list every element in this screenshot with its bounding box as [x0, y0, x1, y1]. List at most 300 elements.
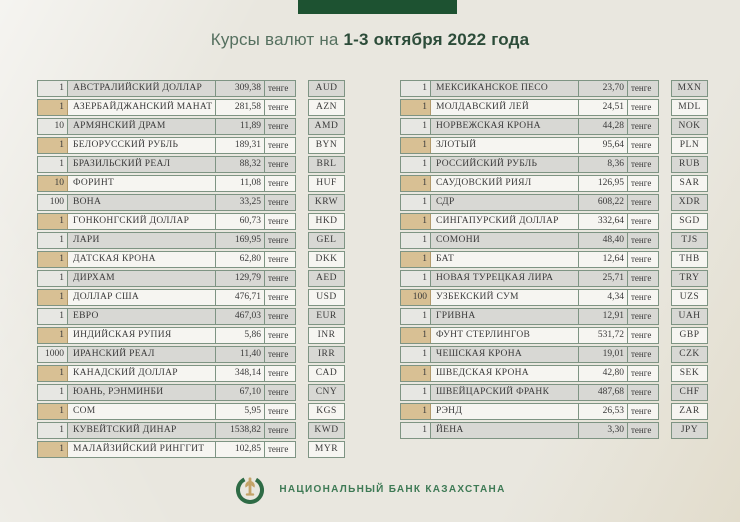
currency-row	[400, 346, 708, 363]
table-gap	[659, 422, 671, 439]
rate-cell: 44,28	[579, 119, 628, 134]
currency-code-cell: SGD	[671, 213, 708, 230]
title-date-range: 1-3 октября 2022 года	[343, 30, 530, 49]
rate-cell: 309,38	[216, 81, 265, 96]
unit-cell: тенге	[631, 102, 652, 112]
currency-row	[37, 118, 345, 135]
row-main-group	[37, 441, 296, 458]
row-main-group	[37, 232, 296, 249]
unit-cell: тенге	[631, 311, 652, 321]
quantity-cell: 1	[38, 385, 68, 400]
table-gap	[296, 308, 308, 325]
unit-cell: тенге	[631, 349, 652, 359]
currency-row	[37, 422, 345, 439]
unit-cell: тенге	[631, 216, 652, 226]
quantity-cell: 1	[401, 100, 431, 115]
currency-name-cell: СДР	[431, 195, 579, 210]
currency-code-cell: SEK	[671, 365, 708, 382]
currency-name-cell: ЮАНЬ, РЭНМИНБИ	[68, 385, 216, 400]
table-gap	[659, 156, 671, 173]
quantity-cell: 1	[401, 233, 431, 248]
currency-code-cell: BRL	[308, 156, 345, 173]
unit-cell: тенге	[631, 406, 652, 416]
currency-code-cell: JPY	[671, 422, 708, 439]
table-gap	[659, 137, 671, 154]
table-gap	[296, 327, 308, 344]
table-gap	[296, 194, 308, 211]
rate-cell: 12,64	[579, 252, 628, 267]
rate-cell: 4,34	[579, 290, 628, 305]
unit-cell: тенге	[631, 159, 652, 169]
currency-code-cell: IRR	[308, 346, 345, 363]
currency-row	[400, 270, 708, 287]
row-main-group	[37, 365, 296, 382]
currency-name-cell: ДИРХАМ	[68, 271, 216, 286]
rate-cell: 531,72	[579, 328, 628, 343]
table-gap	[296, 118, 308, 135]
rate-cell: 487,68	[579, 385, 628, 400]
currency-code-cell: CAD	[308, 365, 345, 382]
rate-cell: 23,70	[579, 81, 628, 96]
rate-cell: 11,40	[216, 347, 265, 362]
currency-name-cell: ГРИВНА	[431, 309, 579, 324]
currency-row	[37, 232, 345, 249]
currency-code-cell: HUF	[308, 175, 345, 192]
currency-code-cell: XDR	[671, 194, 708, 211]
quantity-cell: 1000	[38, 347, 68, 362]
quantity-cell: 1	[401, 423, 431, 438]
table-gap	[659, 327, 671, 344]
quantity-cell: 1	[38, 328, 68, 343]
currency-name-cell: МЕКСИКАНСКОЕ ПЕСО	[431, 81, 579, 96]
quantity-cell: 1	[401, 157, 431, 172]
quantity-cell: 1	[38, 233, 68, 248]
row-main-group	[37, 156, 296, 173]
currency-row	[400, 80, 708, 97]
quantity-cell: 1	[401, 138, 431, 153]
table-gap	[296, 403, 308, 420]
rate-cell: 5,95	[216, 404, 265, 419]
currency-code-cell: KWD	[308, 422, 345, 439]
row-main-group	[400, 99, 659, 116]
national-bank-emblem-icon	[234, 473, 266, 505]
currency-name-cell: ДОЛЛАР США	[68, 290, 216, 305]
currency-code-cell: AZN	[308, 99, 345, 116]
top-green-bar	[298, 0, 457, 14]
table-gap	[659, 365, 671, 382]
rate-cell: 126,95	[579, 176, 628, 191]
quantity-cell: 1	[401, 195, 431, 210]
rate-cell: 48,40	[579, 233, 628, 248]
table-gap	[296, 137, 308, 154]
row-main-group	[37, 118, 296, 135]
currency-code-cell: DKK	[308, 251, 345, 268]
unit-cell: тенге	[631, 273, 652, 283]
row-main-group	[400, 403, 659, 420]
row-main-group	[400, 137, 659, 154]
unit-cell: тенге	[631, 140, 652, 150]
unit-cell: тенге	[268, 178, 289, 188]
row-main-group	[37, 308, 296, 325]
rate-cell: 169,95	[216, 233, 265, 248]
rate-cell: 60,73	[216, 214, 265, 229]
rate-cell: 24,51	[579, 100, 628, 115]
unit-cell: тенге	[631, 178, 652, 188]
unit-cell: тенге	[268, 273, 289, 283]
unit-cell: тенге	[268, 254, 289, 264]
rate-cell: 19,01	[579, 347, 628, 362]
currency-code-cell: TRY	[671, 270, 708, 287]
currency-table-left	[37, 80, 345, 460]
currency-name-cell: ЙЕНА	[431, 423, 579, 438]
currency-name-cell: ШВЕДСКАЯ КРОНА	[431, 366, 579, 381]
row-main-group	[37, 137, 296, 154]
row-main-group	[37, 346, 296, 363]
rate-cell: 62,80	[216, 252, 265, 267]
currency-row	[37, 441, 345, 458]
currency-code-cell: CZK	[671, 346, 708, 363]
currency-code-cell: AED	[308, 270, 345, 287]
currency-name-cell: БАТ	[431, 252, 579, 267]
currency-row	[400, 365, 708, 382]
bank-name: НАЦИОНАЛЬНЫЙ БАНК КАЗАХСТАНА	[279, 483, 506, 495]
quantity-cell: 1	[38, 404, 68, 419]
quantity-cell: 1	[38, 290, 68, 305]
table-gap	[296, 384, 308, 401]
quantity-cell: 1	[38, 442, 68, 457]
row-main-group	[400, 270, 659, 287]
unit-cell: тенге	[631, 330, 652, 340]
unit-cell: тенге	[268, 311, 289, 321]
quantity-cell: 1	[38, 366, 68, 381]
quantity-cell: 10	[38, 176, 68, 191]
unit-cell: тенге	[268, 292, 289, 302]
table-gap	[296, 251, 308, 268]
quantity-cell: 1	[401, 81, 431, 96]
currency-code-cell: INR	[308, 327, 345, 344]
rate-cell: 12,91	[579, 309, 628, 324]
currency-name-cell: ИРАНСКИЙ РЕАЛ	[68, 347, 216, 362]
quantity-cell: 100	[401, 290, 431, 305]
table-gap	[296, 99, 308, 116]
quantity-cell: 1	[38, 309, 68, 324]
quantity-cell: 1	[38, 214, 68, 229]
row-main-group	[400, 251, 659, 268]
currency-row	[37, 99, 345, 116]
unit-cell: тенге	[631, 254, 652, 264]
quantity-cell: 1	[38, 252, 68, 267]
currency-row	[37, 213, 345, 230]
currency-row	[37, 327, 345, 344]
currency-name-cell: ВОНА	[68, 195, 216, 210]
currency-row	[37, 308, 345, 325]
rate-cell: 1538,82	[216, 423, 265, 438]
table-gap	[659, 99, 671, 116]
row-main-group	[400, 194, 659, 211]
currency-name-cell: ИНДИЙСКАЯ РУПИЯ	[68, 328, 216, 343]
currency-code-cell: HKD	[308, 213, 345, 230]
currency-name-cell: БРАЗИЛЬСКИЙ РЕАЛ	[68, 157, 216, 172]
unit-cell: тенге	[631, 197, 652, 207]
quantity-cell: 1	[38, 100, 68, 115]
currency-code-cell: UAH	[671, 308, 708, 325]
unit-cell: тенге	[268, 216, 289, 226]
table-gap	[296, 175, 308, 192]
unit-cell: тенге	[268, 83, 289, 93]
unit-cell: тенге	[268, 330, 289, 340]
unit-cell: тенге	[631, 387, 652, 397]
currency-row	[400, 175, 708, 192]
currency-code-cell: CNY	[308, 384, 345, 401]
quantity-cell: 1	[38, 157, 68, 172]
currency-name-cell: ФОРИНТ	[68, 176, 216, 191]
table-gap	[296, 213, 308, 230]
footer	[0, 470, 740, 508]
quantity-cell: 1	[401, 176, 431, 191]
currency-name-cell: ЗЛОТЫЙ	[431, 138, 579, 153]
currency-name-cell: ФУНТ СТЕРЛИНГОВ	[431, 328, 579, 343]
row-main-group	[37, 251, 296, 268]
row-main-group	[37, 80, 296, 97]
rate-cell: 11,89	[216, 119, 265, 134]
row-main-group	[400, 232, 659, 249]
currency-row	[37, 384, 345, 401]
rate-cell: 102,85	[216, 442, 265, 457]
row-main-group	[400, 156, 659, 173]
rate-cell: 467,03	[216, 309, 265, 324]
currency-code-cell: PLN	[671, 137, 708, 154]
currency-code-cell: GBP	[671, 327, 708, 344]
currency-code-cell: MYR	[308, 441, 345, 458]
currency-code-cell: SAR	[671, 175, 708, 192]
currency-name-cell: ЧЕШСКАЯ КРОНА	[431, 347, 579, 362]
row-main-group	[37, 327, 296, 344]
unit-cell: тенге	[631, 368, 652, 378]
quantity-cell: 1	[401, 214, 431, 229]
table-gap	[659, 80, 671, 97]
currency-name-cell: ЕВРО	[68, 309, 216, 324]
table-gap	[659, 346, 671, 363]
table-gap	[296, 289, 308, 306]
table-gap	[296, 270, 308, 287]
currency-code-cell: RUB	[671, 156, 708, 173]
row-main-group	[400, 118, 659, 135]
currency-row	[37, 194, 345, 211]
quantity-cell: 1	[401, 366, 431, 381]
currency-row	[37, 80, 345, 97]
currency-name-cell: БЕЛОРУССКИЙ РУБЛЬ	[68, 138, 216, 153]
quantity-cell: 1	[401, 328, 431, 343]
table-gap	[296, 365, 308, 382]
row-main-group	[37, 175, 296, 192]
row-main-group	[400, 175, 659, 192]
currency-row	[400, 137, 708, 154]
row-main-group	[400, 289, 659, 306]
row-main-group	[400, 308, 659, 325]
row-main-group	[400, 327, 659, 344]
unit-cell: тенге	[268, 349, 289, 359]
table-gap	[296, 80, 308, 97]
table-gap	[659, 194, 671, 211]
currency-name-cell: АВСТРАЛИЙСКИЙ ДОЛЛАР	[68, 81, 216, 96]
currency-name-cell: СОМ	[68, 404, 216, 419]
unit-cell: тенге	[268, 444, 289, 454]
table-gap	[659, 213, 671, 230]
currency-code-cell: KGS	[308, 403, 345, 420]
currency-code-cell: MXN	[671, 80, 708, 97]
quantity-cell: 1	[401, 404, 431, 419]
currency-name-cell: ШВЕЙЦАРСКИЙ ФРАНК	[431, 385, 579, 400]
currency-table-right	[400, 80, 708, 441]
quantity-cell: 1	[38, 271, 68, 286]
unit-cell: тенге	[631, 292, 652, 302]
currency-row	[400, 232, 708, 249]
unit-cell: тенге	[268, 387, 289, 397]
unit-cell: тенге	[268, 140, 289, 150]
rate-cell: 476,71	[216, 290, 265, 305]
table-gap	[659, 232, 671, 249]
quantity-cell: 1	[401, 119, 431, 134]
quantity-cell: 10	[38, 119, 68, 134]
table-gap	[296, 346, 308, 363]
currency-row	[400, 194, 708, 211]
row-main-group	[400, 422, 659, 439]
currency-code-cell: TJS	[671, 232, 708, 249]
rate-cell: 348,14	[216, 366, 265, 381]
rate-cell: 33,25	[216, 195, 265, 210]
rate-cell: 8,36	[579, 157, 628, 172]
currency-row	[37, 251, 345, 268]
currency-name-cell: УЗБЕКСКИЙ СУМ	[431, 290, 579, 305]
rate-cell: 189,31	[216, 138, 265, 153]
table-gap	[659, 308, 671, 325]
currency-name-cell: СИНГАПУРСКИЙ ДОЛЛАР	[431, 214, 579, 229]
currency-row	[37, 175, 345, 192]
rate-cell: 129,79	[216, 271, 265, 286]
quantity-cell: 1	[401, 385, 431, 400]
unit-cell: тенге	[631, 83, 652, 93]
currency-code-cell: AMD	[308, 118, 345, 135]
row-main-group	[37, 213, 296, 230]
unit-cell: тенге	[631, 121, 652, 131]
currency-row	[37, 137, 345, 154]
currency-row	[400, 99, 708, 116]
currency-code-cell: GEL	[308, 232, 345, 249]
rate-cell: 88,32	[216, 157, 265, 172]
row-main-group	[400, 384, 659, 401]
unit-cell: тенге	[268, 159, 289, 169]
quantity-cell: 1	[38, 81, 68, 96]
currency-row	[400, 289, 708, 306]
rate-cell: 67,10	[216, 385, 265, 400]
unit-cell: тенге	[268, 197, 289, 207]
currency-name-cell: ЛАРИ	[68, 233, 216, 248]
currency-name-cell: РЭНД	[431, 404, 579, 419]
unit-cell: тенге	[268, 121, 289, 131]
unit-cell: тенге	[268, 102, 289, 112]
currency-name-cell: НОВАЯ ТУРЕЦКАЯ ЛИРА	[431, 271, 579, 286]
currency-name-cell: КУВЕЙТСКИЙ ДИНАР	[68, 423, 216, 438]
currency-name-cell: АЗЕРБАЙДЖАНСКИЙ МАНАТ	[68, 100, 216, 115]
row-main-group	[400, 365, 659, 382]
quantity-cell: 1	[401, 309, 431, 324]
table-gap	[659, 403, 671, 420]
currency-name-cell: НОРВЕЖСКАЯ КРОНА	[431, 119, 579, 134]
currency-name-cell: МОЛДАВСКИЙ ЛЕЙ	[431, 100, 579, 115]
table-gap	[659, 270, 671, 287]
quantity-cell: 1	[38, 423, 68, 438]
currency-name-cell: ДАТСКАЯ КРОНА	[68, 252, 216, 267]
row-main-group	[400, 213, 659, 230]
rate-cell: 11,08	[216, 176, 265, 191]
unit-cell: тенге	[631, 425, 652, 435]
currency-row	[400, 156, 708, 173]
rate-cell: 281,58	[216, 100, 265, 115]
currency-row	[400, 403, 708, 420]
row-main-group	[37, 194, 296, 211]
quantity-cell: 1	[401, 252, 431, 267]
rate-cell: 3,30	[579, 423, 628, 438]
rate-cell: 5,86	[216, 328, 265, 343]
currency-row	[37, 346, 345, 363]
rate-cell: 608,22	[579, 195, 628, 210]
currency-name-cell: РОССИЙСКИЙ РУБЛЬ	[431, 157, 579, 172]
unit-cell: тенге	[268, 368, 289, 378]
unit-cell: тенге	[268, 235, 289, 245]
row-main-group	[400, 80, 659, 97]
quantity-cell: 1	[401, 271, 431, 286]
currency-code-cell: KRW	[308, 194, 345, 211]
currency-row	[400, 308, 708, 325]
table-gap	[659, 289, 671, 306]
currency-code-cell: USD	[308, 289, 345, 306]
page-title	[0, 30, 740, 50]
currency-code-cell: THB	[671, 251, 708, 268]
quantity-cell: 1	[401, 347, 431, 362]
unit-cell: тенге	[631, 235, 652, 245]
rate-cell: 42,80	[579, 366, 628, 381]
currency-row	[37, 403, 345, 420]
quantity-cell: 1	[38, 138, 68, 153]
quantity-cell: 100	[38, 195, 68, 210]
table-gap	[659, 384, 671, 401]
unit-cell: тенге	[268, 406, 289, 416]
currency-row	[37, 365, 345, 382]
table-gap	[296, 232, 308, 249]
table-gap	[659, 175, 671, 192]
row-main-group	[37, 270, 296, 287]
currency-code-cell: AUD	[308, 80, 345, 97]
rate-cell: 95,64	[579, 138, 628, 153]
row-main-group	[37, 384, 296, 401]
currency-code-cell: BYN	[308, 137, 345, 154]
row-main-group	[400, 346, 659, 363]
currency-row	[400, 384, 708, 401]
currency-name-cell: АРМЯНСКИЙ ДРАМ	[68, 119, 216, 134]
currency-name-cell: САУДОВСКИЙ РИЯЛ	[431, 176, 579, 191]
table-gap	[296, 156, 308, 173]
currency-name-cell: СОМОНИ	[431, 233, 579, 248]
rate-cell: 26,53	[579, 404, 628, 419]
currency-row	[400, 251, 708, 268]
currency-code-cell: NOK	[671, 118, 708, 135]
table-gap	[659, 118, 671, 135]
currency-code-cell: MDL	[671, 99, 708, 116]
currency-code-cell: ZAR	[671, 403, 708, 420]
row-main-group	[37, 422, 296, 439]
title-prefix: Курсы валют на	[210, 30, 339, 49]
row-main-group	[37, 289, 296, 306]
